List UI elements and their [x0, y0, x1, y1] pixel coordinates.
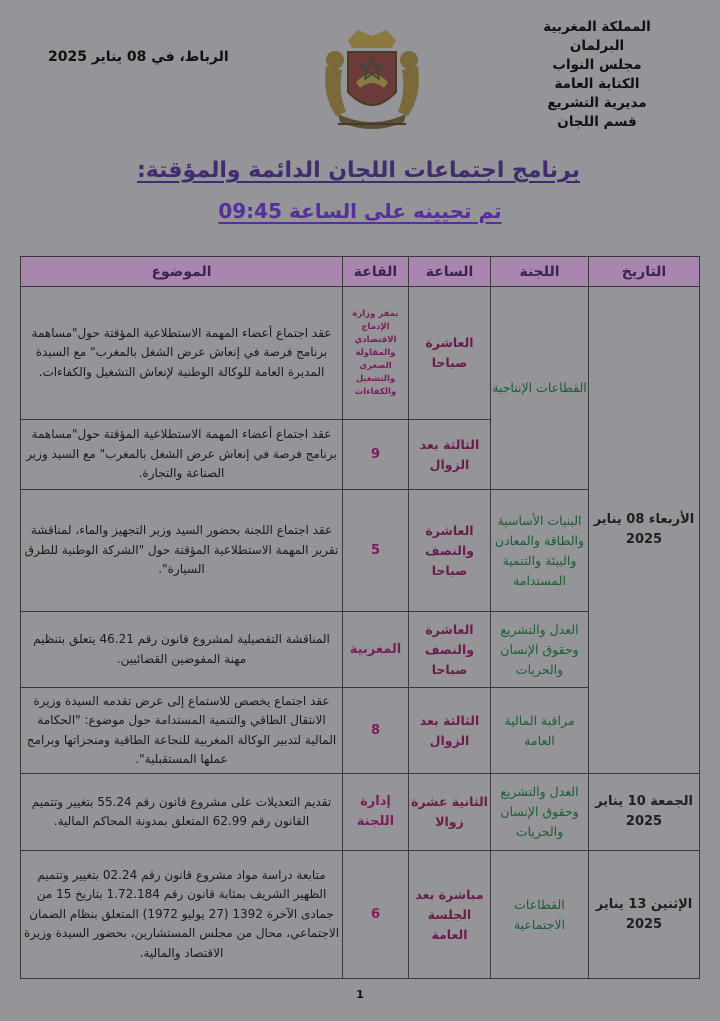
date-cell: الإثنين 13 يناير 2025 [589, 851, 700, 979]
time-cell: الثالثة بعد الزوال [409, 420, 491, 490]
table-row [21, 774, 700, 851]
time-cell: الثالثة بعد الزوال [409, 688, 491, 774]
subject-cell: المناقشة التفصيلية لمشروع قانون رقم 46.21 يتعلق بتنظيم مهنة المفوضين القضائيين. [21, 612, 343, 688]
page-title: برنامج اجتماعات اللجان الدائمة والمؤقتة: [137, 158, 580, 183]
hall-cell: 5 [343, 490, 409, 612]
hall-cell: إدارة اللجنة [343, 774, 409, 851]
committee-cell: القطاعات الاجتماعية [491, 851, 589, 979]
subject-cell: تقديم التعديلات على مشروع قانون رقم 55.24 بتغيير وتتميم القانون رقم 62.99 المتعلق بمدونة المحاكم المالية. [21, 774, 343, 851]
hall-cell: 6 [343, 851, 409, 979]
coat-of-arms-icon [318, 26, 426, 136]
institution-line-kingdom: المملكة المغربية [543, 19, 651, 35]
time-cell: الثانية عشرة زوالا [409, 774, 491, 851]
update-time: تم تحيينه على الساعة 09:45 [218, 199, 502, 223]
institution-line-directorate: مديرية التشريع [547, 95, 647, 111]
table-header-row [21, 257, 700, 287]
committee-cell: العدل والتشريع وحقوق الإنسان والحريات [491, 612, 589, 688]
committee-cell: البنيات الأساسية والطاقة والمعادن والبيئة والتنمية المستدامة [491, 490, 589, 612]
column-header-subject: الموضوع [21, 257, 343, 287]
hall-cell: 9 [343, 420, 409, 490]
date-cell: الجمعة 10 يناير 2025 [589, 774, 700, 851]
institution-line-secretariat: الكتابة العامة [554, 76, 640, 92]
subject-cell: عقد اجتماع أعضاء المهمة الاستطلاعية المؤقتة حول"مساهمة برنامج فرصة في إنعاش عرض الشغل بالمغرب" مع السيد وزير الصناعة والتجارة. [21, 420, 343, 490]
table-row [21, 851, 700, 979]
committee-cell: العدل والتشريع وحقوق الإنسان والحريات [491, 774, 589, 851]
time-cell: العاشرة صباحا [409, 287, 491, 420]
institution-header [512, 18, 682, 132]
institution-line-division: قسم اللجان [557, 114, 637, 130]
subject-cell: عقد اجتماع يخصص للاستماع إلى عرض تقدمه السيدة وزيرة الانتقال الطاقي والتنمية المستدامة حول موضوع: "الحكامة المالية لتدبير الوكالة المغربية للنجاعة الطاقية ومنجزاتها وبرامج عملها المستقبلية". [21, 688, 343, 774]
column-header-hall: القاعة [343, 257, 409, 287]
place-date: الرباط، في 08 يناير 2025 [48, 49, 229, 65]
hall-cell: المغربية [343, 612, 409, 688]
table-row [21, 287, 700, 420]
institution-line-parliament: البرلمان [569, 38, 625, 54]
column-header-time: الساعة [409, 257, 491, 287]
schedule-table [20, 256, 700, 979]
committee-cell: القطاعات الإنتاجية [491, 287, 589, 490]
time-cell: العاشرة والنصف صباحا [409, 490, 491, 612]
subject-cell: متابعة دراسة مواد مشروع قانون رقم 02.24 بتغيير وتتميم الظهير الشريف بمثابة قانون رقم 1.72.184 بتاريخ 15 من جمادى الآخرة 1392 (27 يوليو 1972) المتعلق بنظام الضمان الاجتماعي، محال من مجلس المستشارين، بحضور السيدة وزيرة الاقتصاد والمالية. [21, 851, 343, 979]
column-header-committee: اللجنة [491, 257, 589, 287]
subject-cell: عقد اجتماع اللجنة بحضور السيد وزير التجهيز والماء، لمناقشة تقرير المهمة الاستطلاعية المؤقتة حول "الشركة الوطنية للطرق السيارة". [21, 490, 343, 612]
time-cell: مباشرة بعد الجلسة العامة [409, 851, 491, 979]
hall-cell: بمقر وزارة الإدماج الاقتصادي والمقاولة الصغرى والتشغيل والكفاءات [343, 287, 409, 420]
time-cell: العاشرة والنصف صباحا [409, 612, 491, 688]
institution-line-house: مجلس النواب [552, 57, 642, 73]
committee-cell: مراقبة المالية العامة [491, 688, 589, 774]
subject-cell: عقد اجتماع أعضاء المهمة الاستطلاعية المؤقتة حول"مساهمة برنامج فرصة في إنعاش عرض الشغل بالمغرب" مع السيدة المديرة العامة للوكالة الوطنية لإنعاش التشغيل والكفاءات. [21, 287, 343, 420]
hall-cell: 8 [343, 688, 409, 774]
page-number: 1 [356, 988, 364, 1001]
date-cell: الأربعاء 08 يناير 2025 [589, 287, 700, 774]
column-header-date: التاريخ [589, 257, 700, 287]
